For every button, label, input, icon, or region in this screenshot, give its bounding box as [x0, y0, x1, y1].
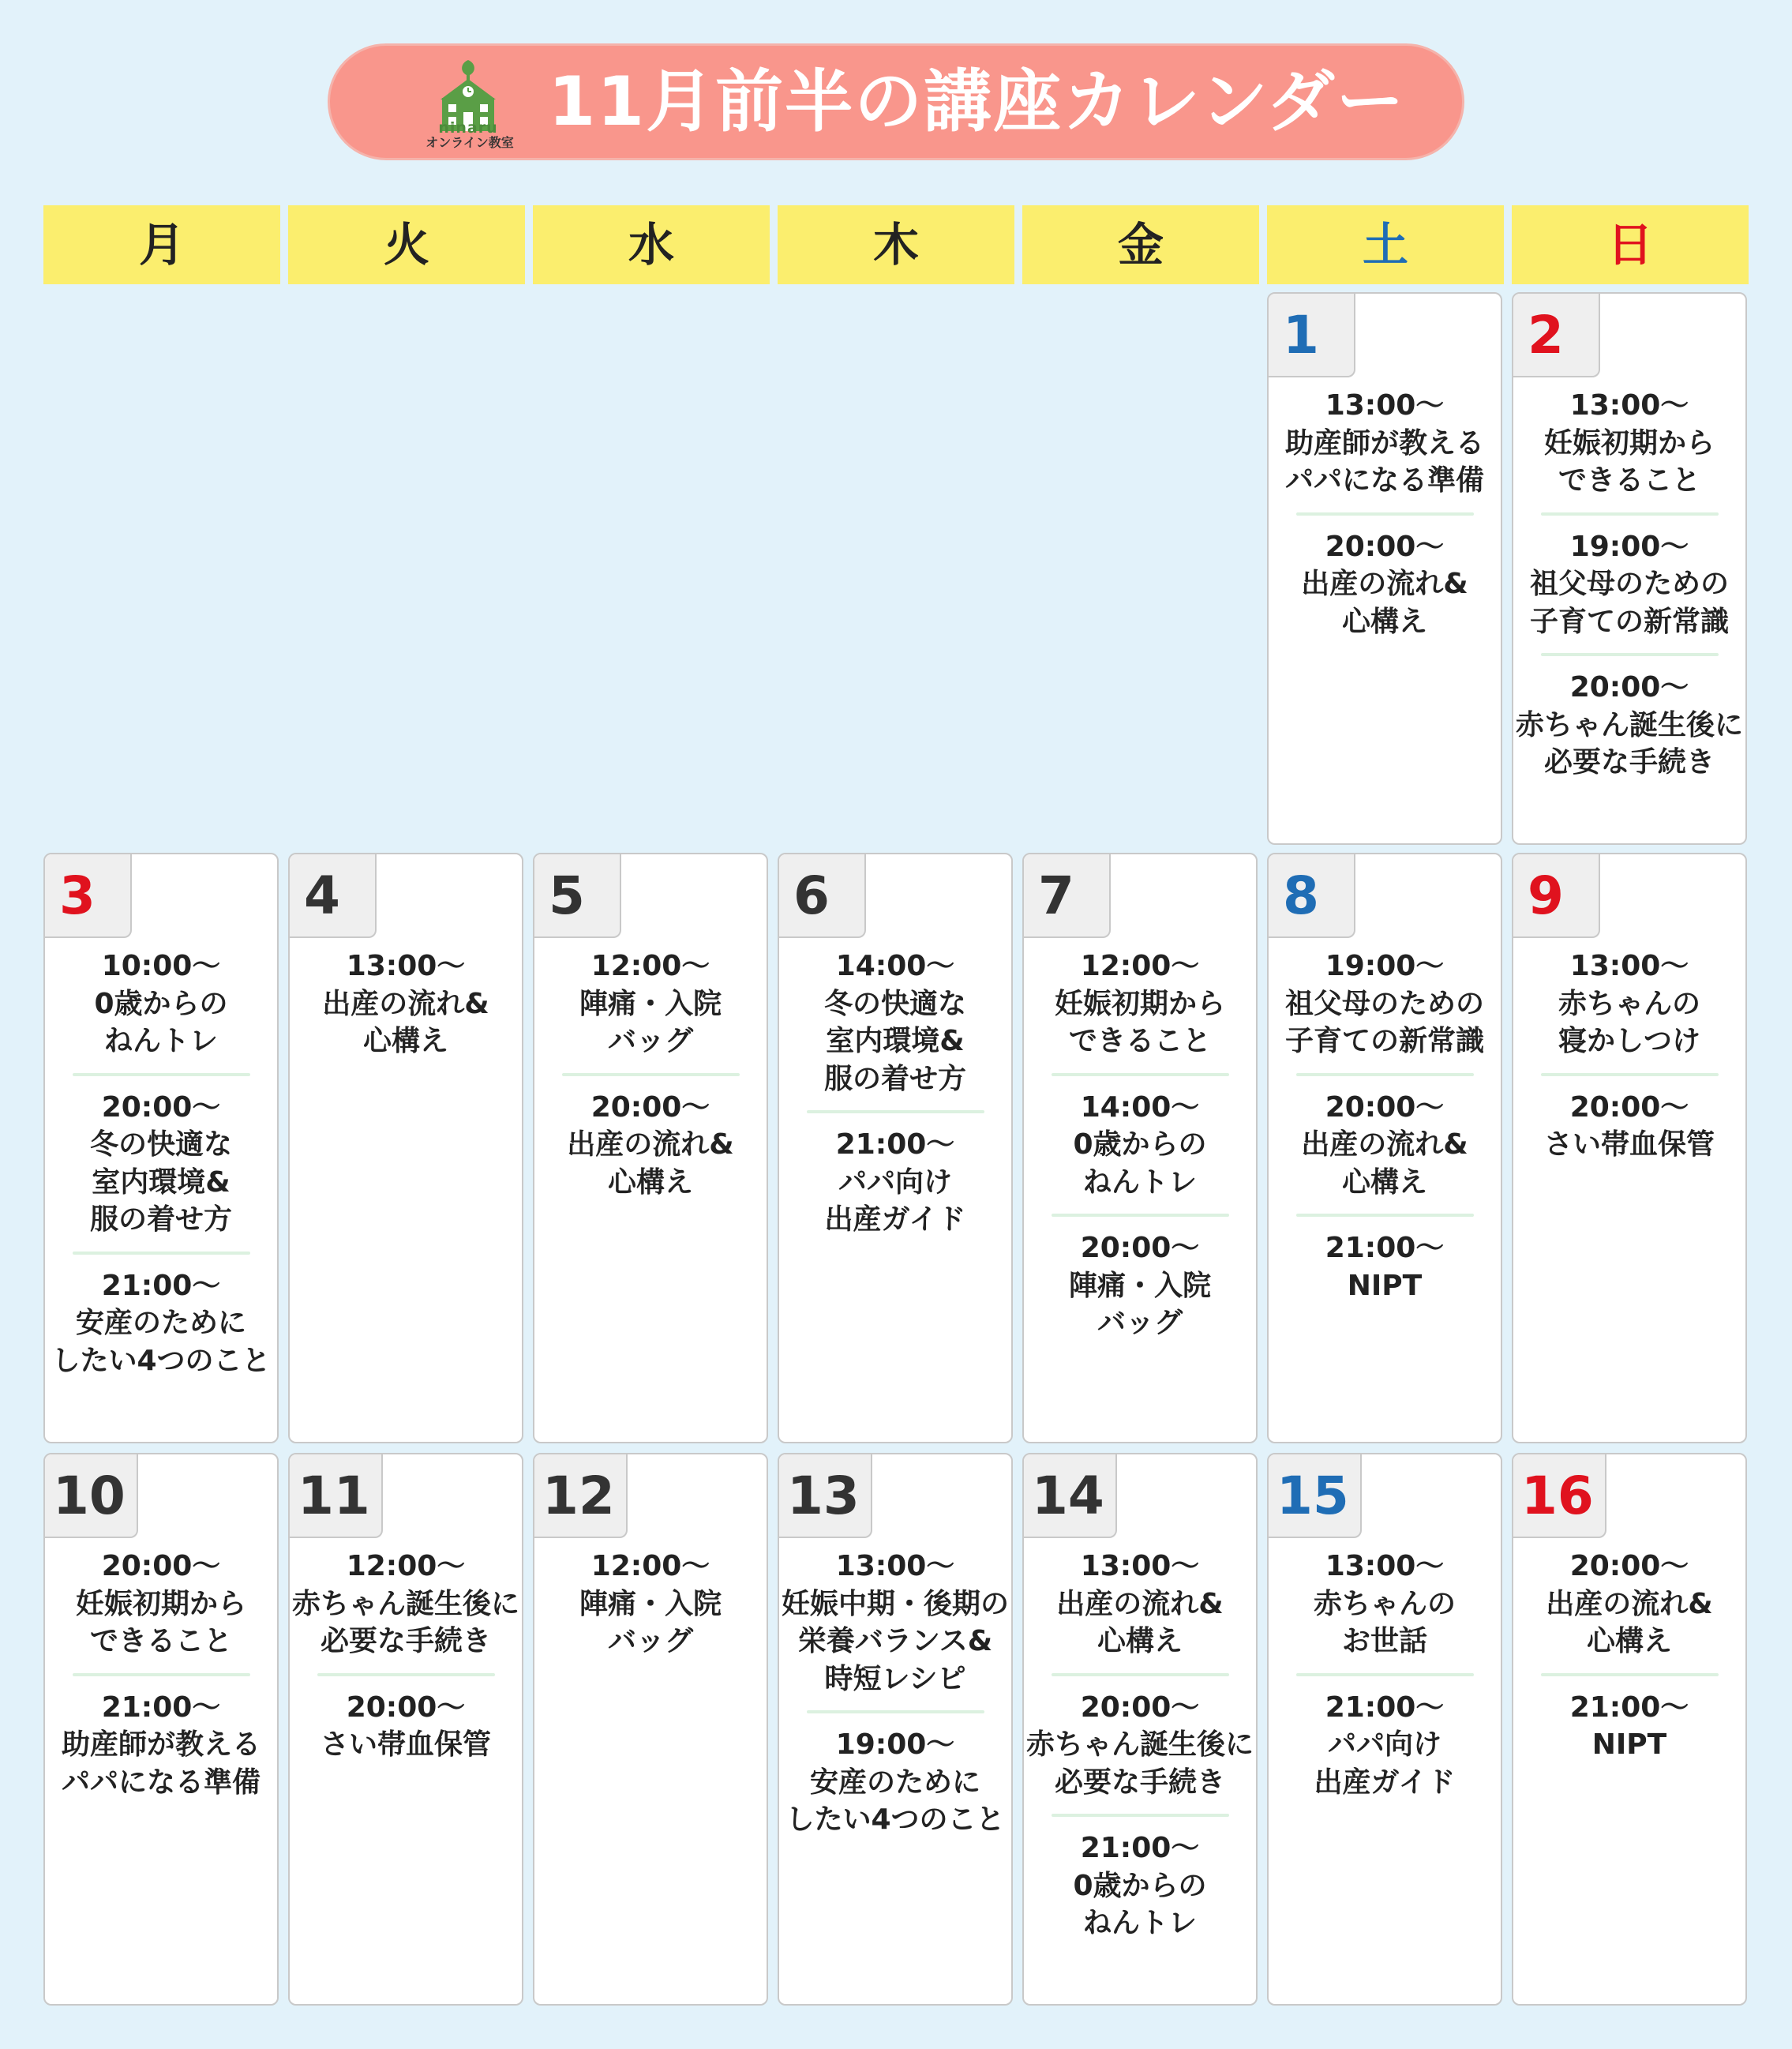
- event-title-line: さい帯血保管: [1543, 1128, 1715, 1161]
- weekday-header-fri: 金: [1022, 205, 1259, 284]
- event-item[interactable]: [1024, 1548, 1256, 1661]
- event-separator: [562, 1073, 740, 1076]
- event-item[interactable]: [534, 1089, 767, 1202]
- weekday-header-sun: 日: [1512, 205, 1749, 284]
- event-title-line: 妊娠中期・後期の: [781, 1587, 1009, 1620]
- event-title-line: 心構え: [1341, 605, 1427, 638]
- event-title-line: 必要な手続き: [320, 1625, 491, 1657]
- day-cell: [533, 853, 768, 1443]
- event-title-line: 出産の流れ&: [1546, 1587, 1713, 1620]
- event-title-line: 祖父母のための: [1284, 987, 1484, 1020]
- day-cell: [1512, 292, 1747, 845]
- event-title-line: 室内環境&: [92, 1165, 231, 1199]
- event-title-line: 0歳からの: [1073, 1869, 1207, 1902]
- event-title-line: 出産の流れ&: [567, 1128, 734, 1161]
- event-title-line: できること: [89, 1625, 232, 1657]
- day-number: 1: [1269, 294, 1355, 377]
- event-item[interactable]: [45, 1089, 277, 1239]
- event-title-line: NIPT: [1591, 1728, 1667, 1761]
- event-item[interactable]: [45, 948, 277, 1060]
- event-item[interactable]: [1269, 1089, 1501, 1202]
- event-title-line: パパ向け: [838, 1165, 952, 1199]
- day-cell: [778, 853, 1013, 1443]
- event-title-line: バッグ: [1097, 1307, 1183, 1339]
- event-separator: [73, 1252, 250, 1255]
- page-title: 11月前半の講座カレンダー: [548, 62, 1406, 141]
- event-title-line: 赤ちゃん誕生後に: [1025, 1728, 1254, 1761]
- event-time: 20:00〜: [1569, 1550, 1689, 1582]
- weekday-header-sat: 土: [1267, 205, 1504, 284]
- event-title-line: 出産の流れ&: [1056, 1587, 1224, 1620]
- event-title-line: 子育ての新常識: [1529, 605, 1729, 638]
- event-title-line: 栄養バランス&: [797, 1625, 993, 1657]
- event-time: 21:00〜: [1569, 1691, 1689, 1724]
- day-number: 4: [290, 854, 377, 938]
- event-title-line: 寝かしつけ: [1558, 1025, 1700, 1057]
- event-list: [1024, 1548, 1256, 1942]
- event-item[interactable]: [1024, 948, 1256, 1060]
- event-time: 13:00〜: [835, 1550, 955, 1582]
- event-item[interactable]: [45, 1267, 277, 1380]
- event-title-line: 赤ちゃんの: [1313, 1587, 1456, 1620]
- event-item[interactable]: [290, 948, 522, 1060]
- event-item[interactable]: [1024, 1829, 1256, 1942]
- event-time: 19:00〜: [835, 1728, 955, 1761]
- event-separator: [1541, 1073, 1719, 1076]
- event-title-line: パパになる準備: [1284, 464, 1484, 497]
- day-number: 14: [1024, 1454, 1117, 1538]
- event-time: 21:00〜: [1325, 1232, 1445, 1264]
- event-title-line: 赤ちゃん誕生後に: [291, 1587, 519, 1620]
- event-title-line: 出産の流れ&: [322, 987, 489, 1020]
- event-title-line: 出産ガイド: [824, 1203, 966, 1236]
- event-title-line: 服の着せ方: [823, 1062, 966, 1095]
- event-title-line: 助産師が教える: [1284, 426, 1484, 460]
- event-time: 21:00〜: [101, 1691, 221, 1724]
- event-time: 12:00〜: [1080, 950, 1200, 982]
- event-title-line: できること: [1068, 1025, 1211, 1057]
- event-time: 20:00〜: [1080, 1691, 1200, 1724]
- event-time: 13:00〜: [1569, 389, 1689, 422]
- day-number: 6: [779, 854, 866, 938]
- day-cell: [1267, 853, 1502, 1443]
- event-time: 21:00〜: [835, 1128, 955, 1161]
- event-separator: [1296, 1673, 1474, 1676]
- day-number: 2: [1513, 294, 1600, 377]
- event-title-line: ねんトレ: [103, 1025, 218, 1057]
- day-cell: [1267, 1453, 1502, 2006]
- event-time: 20:00〜: [1080, 1232, 1200, 1264]
- event-list: [45, 1548, 277, 1801]
- event-item[interactable]: [779, 1126, 1011, 1239]
- event-list: [290, 948, 522, 1060]
- event-list: [1513, 387, 1745, 782]
- event-separator: [73, 1073, 250, 1076]
- event-time: 12:00〜: [590, 1550, 710, 1582]
- event-time: 21:00〜: [101, 1269, 221, 1302]
- day-cell: [533, 1453, 768, 2006]
- event-title-line: 祖父母のための: [1529, 568, 1729, 600]
- event-time: 10:00〜: [101, 950, 221, 982]
- event-title-line: 心構え: [1097, 1625, 1183, 1657]
- day-number: 8: [1269, 854, 1355, 938]
- event-separator: [1052, 1214, 1229, 1217]
- event-item[interactable]: [1513, 1689, 1745, 1764]
- event-list: [1269, 948, 1501, 1304]
- event-title-line: 心構え: [362, 1025, 448, 1057]
- day-number: 10: [45, 1454, 138, 1538]
- day-number: 3: [45, 854, 132, 938]
- event-time: 20:00〜: [590, 1090, 710, 1124]
- event-title-line: 必要な手続き: [1543, 746, 1715, 779]
- event-item[interactable]: [290, 1689, 522, 1764]
- event-item[interactable]: [1024, 1089, 1256, 1202]
- event-item[interactable]: [1024, 1689, 1256, 1802]
- event-item[interactable]: [779, 1548, 1011, 1698]
- event-time: 20:00〜: [1569, 671, 1689, 704]
- event-list: [779, 1548, 1011, 1839]
- day-cell: [43, 853, 279, 1443]
- event-title-line: 出産の流れ&: [1301, 1128, 1468, 1161]
- event-separator: [317, 1673, 495, 1676]
- event-list: [534, 948, 767, 1201]
- day-cell: [1512, 1453, 1747, 2006]
- event-separator: [1296, 1214, 1474, 1217]
- event-time: 20:00〜: [346, 1691, 466, 1724]
- event-item[interactable]: [45, 1689, 277, 1802]
- event-title-line: バッグ: [607, 1025, 693, 1057]
- event-title-line: 心構え: [1341, 1165, 1427, 1199]
- event-item[interactable]: [534, 1548, 767, 1661]
- event-time: 20:00〜: [1569, 1090, 1689, 1124]
- event-title-line: パパになる準備: [61, 1766, 261, 1799]
- day-number: 12: [534, 1454, 628, 1538]
- weekday-header-mon: 月: [43, 205, 280, 284]
- event-title-line: 服の着せ方: [89, 1203, 232, 1236]
- event-item[interactable]: [1024, 1229, 1256, 1342]
- logo-brand: ninaru: [438, 119, 498, 137]
- event-title-line: 安産のために: [809, 1766, 980, 1799]
- weekday-header-tue: 火: [288, 205, 525, 284]
- event-list: [45, 948, 277, 1379]
- event-title-line: 必要な手続き: [1054, 1766, 1225, 1799]
- event-title-line: お世話: [1341, 1625, 1427, 1657]
- event-title-line: 陣痛・入院: [579, 987, 722, 1020]
- event-separator: [73, 1673, 250, 1676]
- day-cell: [43, 1453, 279, 2006]
- event-title-line: NIPT: [1347, 1269, 1423, 1302]
- event-title-line: できること: [1558, 464, 1700, 497]
- weekday-header-thu: 木: [778, 205, 1014, 284]
- event-separator: [1541, 512, 1719, 516]
- day-number: 9: [1513, 854, 1600, 938]
- event-item[interactable]: [1269, 387, 1501, 500]
- event-title-line: ねんトレ: [1082, 1165, 1197, 1199]
- event-title-line: 心構え: [1586, 1625, 1672, 1657]
- event-title-line: 陣痛・入院: [1068, 1269, 1211, 1302]
- event-list: [1269, 1548, 1501, 1801]
- event-title-line: 妊娠初期から: [1543, 426, 1715, 460]
- day-number: 7: [1024, 854, 1111, 938]
- day-number: 5: [534, 854, 621, 938]
- event-item[interactable]: [1269, 528, 1501, 641]
- event-time: 14:00〜: [1080, 1090, 1200, 1124]
- event-title-line: 出産ガイド: [1314, 1766, 1456, 1799]
- event-time: 13:00〜: [1080, 1550, 1200, 1582]
- event-item[interactable]: [1513, 387, 1745, 500]
- event-item[interactable]: [1269, 1229, 1501, 1304]
- day-number: 11: [290, 1454, 383, 1538]
- event-time: 20:00〜: [1325, 1090, 1445, 1124]
- event-item[interactable]: [1513, 669, 1745, 782]
- event-title-line: 妊娠初期から: [1054, 987, 1225, 1020]
- event-title-line: 冬の快適な: [89, 1128, 232, 1161]
- day-number: 16: [1513, 1454, 1606, 1538]
- event-item[interactable]: [45, 1548, 277, 1661]
- event-title-line: 室内環境&: [826, 1025, 965, 1057]
- day-cell: [288, 853, 523, 1443]
- event-list: [779, 948, 1011, 1239]
- event-title-line: 妊娠初期から: [75, 1587, 246, 1620]
- day-cell: [288, 1453, 523, 2006]
- event-separator: [807, 1110, 984, 1113]
- day-number: 15: [1269, 1454, 1362, 1538]
- event-title-line: 冬の快適な: [823, 987, 966, 1020]
- event-title-line: パパ向け: [1327, 1728, 1441, 1761]
- event-title-line: したい4つのこと: [785, 1803, 1005, 1836]
- event-title-line: 0歳からの: [1073, 1128, 1207, 1161]
- event-separator: [1052, 1814, 1229, 1817]
- event-title-line: 心構え: [607, 1165, 693, 1199]
- event-separator: [1541, 1673, 1719, 1676]
- weekday-header-wed: 水: [533, 205, 770, 284]
- day-cell: [1512, 853, 1747, 1443]
- event-time: 20:00〜: [1325, 530, 1445, 563]
- event-title-line: 陣痛・入院: [579, 1587, 722, 1620]
- event-separator: [1052, 1673, 1229, 1676]
- event-item[interactable]: [1513, 1548, 1745, 1661]
- day-cell: [1022, 1453, 1258, 2006]
- event-separator: [1296, 512, 1474, 516]
- event-time: 20:00〜: [101, 1550, 221, 1582]
- event-title-line: 0歳からの: [94, 987, 228, 1020]
- event-time: 19:00〜: [1325, 950, 1445, 982]
- event-time: 21:00〜: [1080, 1832, 1200, 1864]
- event-title-line: 出産の流れ&: [1301, 568, 1468, 600]
- event-item[interactable]: [779, 948, 1011, 1098]
- event-title-line: 子育ての新常識: [1284, 1025, 1484, 1057]
- event-list: [1513, 1548, 1745, 1764]
- event-list: [290, 1548, 522, 1764]
- day-cell: [778, 1453, 1013, 2006]
- event-time: 20:00〜: [101, 1090, 221, 1124]
- event-title-line: バッグ: [607, 1625, 693, 1657]
- logo-subtitle: オンライン教室: [426, 135, 514, 150]
- event-title-line: 赤ちゃん誕生後に: [1515, 708, 1743, 741]
- event-item[interactable]: [1269, 1689, 1501, 1802]
- event-title-line: ねんトレ: [1082, 1907, 1197, 1939]
- event-item[interactable]: [290, 1548, 522, 1661]
- event-item[interactable]: [1269, 1548, 1501, 1661]
- event-item[interactable]: [1513, 948, 1745, 1060]
- event-time: 12:00〜: [346, 1550, 466, 1582]
- event-item[interactable]: [1513, 528, 1745, 641]
- event-time: 19:00〜: [1569, 530, 1689, 563]
- event-separator: [807, 1710, 984, 1713]
- title-banner: [328, 43, 1464, 160]
- event-list: [1269, 387, 1501, 640]
- event-title-line: さい帯血保管: [320, 1728, 491, 1761]
- event-item[interactable]: [1513, 1089, 1745, 1164]
- day-cell: [1022, 853, 1258, 1443]
- event-time: 13:00〜: [346, 950, 466, 982]
- event-title-line: 赤ちゃんの: [1558, 987, 1700, 1020]
- event-list: [534, 1548, 767, 1661]
- event-separator: [1052, 1073, 1229, 1076]
- event-list: [1024, 948, 1256, 1342]
- day-number: 13: [779, 1454, 872, 1538]
- event-time: 13:00〜: [1325, 1550, 1445, 1582]
- event-title-line: 時短レシピ: [824, 1662, 966, 1695]
- event-time: 13:00〜: [1325, 389, 1445, 422]
- event-time: 13:00〜: [1569, 950, 1689, 982]
- event-list: [1513, 948, 1745, 1164]
- event-separator: [1296, 1073, 1474, 1076]
- event-time: 21:00〜: [1325, 1691, 1445, 1724]
- event-item[interactable]: [1269, 948, 1501, 1060]
- event-title-line: 助産師が教える: [61, 1728, 261, 1761]
- event-time: 14:00〜: [835, 950, 955, 982]
- event-item[interactable]: [779, 1726, 1011, 1839]
- event-separator: [1541, 653, 1719, 656]
- event-title-line: したい4つのこと: [51, 1344, 271, 1377]
- event-title-line: 安産のために: [75, 1307, 246, 1339]
- event-item[interactable]: [534, 948, 767, 1060]
- day-cell: [1267, 292, 1502, 845]
- event-time: 12:00〜: [590, 950, 710, 982]
